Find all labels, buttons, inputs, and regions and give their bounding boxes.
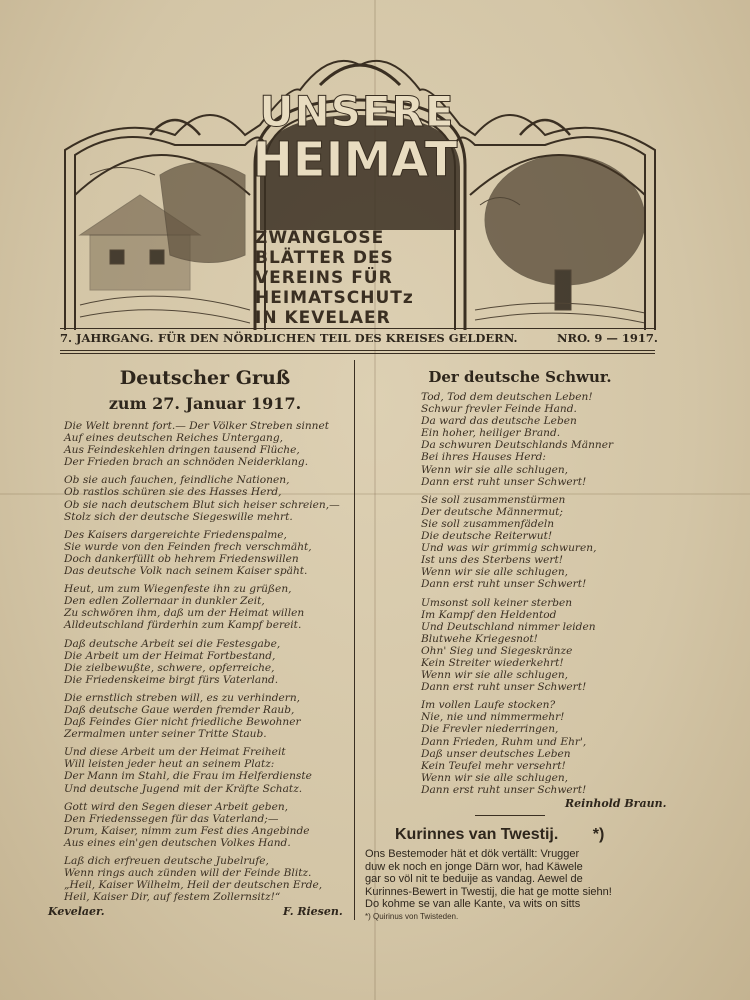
poem-line: Der deutsche Männermut; bbox=[421, 505, 563, 518]
poem-line: Und was wir grimmig schwuren, bbox=[421, 542, 597, 555]
prose-line: Ons Bestemoder hät et dök vertällt: Vrugger bbox=[365, 848, 580, 860]
poem-line: Aus eines ein'gen deutschen Volkes Hand. bbox=[64, 836, 291, 849]
poem-line: Will leisten jeder heut an seinem Platz: bbox=[64, 758, 275, 771]
poem-line: Ob rastlos schüren sie des Hasses Herd, bbox=[64, 486, 282, 499]
kurinnes-title bbox=[395, 826, 645, 844]
poem-line: Ohn' Sieg und Siegeskränze bbox=[421, 644, 573, 657]
left-poem-author: F. Riesen. bbox=[283, 905, 343, 918]
poem-line: „Heil, Kaiser Wilhelm, Heil der deutschen Erde, bbox=[64, 879, 323, 892]
poem-line: Ein hoher, heiliger Brand. bbox=[421, 427, 561, 440]
poem-line: Den Friedenssegen für das Vaterland;— bbox=[64, 812, 279, 825]
masthead-subtitle-line: BLÄTTER DES bbox=[255, 248, 394, 268]
poem-line: Dann erst ruht unser Schwert! bbox=[421, 578, 587, 591]
poem-line: Alldeutschland fürderhin zum Kampf bereit. bbox=[64, 619, 302, 632]
poem-line: Die Frevler niederringen, bbox=[421, 723, 559, 736]
right-poem-body bbox=[421, 391, 661, 796]
poem-line: Ist uns des Sterbens wert! bbox=[421, 554, 563, 567]
poem-line: Und Deutschland nimmer leiden bbox=[421, 620, 596, 633]
kurinnes-footnote-mark: *) bbox=[592, 826, 605, 843]
section-separator bbox=[475, 815, 545, 816]
masthead-subtitle-line: HEIMATSCHUTz bbox=[255, 288, 414, 308]
poem-line: Da schwuren Deutschlands Männer bbox=[421, 439, 614, 452]
poem-line: Aus Feindeskehlen dringen tausend Flüche, bbox=[64, 444, 300, 457]
poem-line: Umsonst soll keiner sterben bbox=[421, 596, 573, 609]
info-year: 7. JAHRGANG. bbox=[60, 331, 154, 345]
poem-line: Das deutsche Volk nach seinem Kaiser späht. bbox=[64, 565, 308, 578]
left-poem-date: zum 27. Januar 1917. bbox=[108, 394, 302, 413]
poem-line: Wenn wir sie alle schlugen, bbox=[421, 566, 569, 579]
right-poem-author: Reinhold Braun. bbox=[565, 797, 667, 810]
poem-line: Sie soll zusammenstürmen bbox=[421, 493, 566, 506]
poem-line: Die Friedenskeime birgt fürs Vaterland. bbox=[64, 673, 279, 686]
poem-line: Der Frieden brach an schnöden Neiderklang. bbox=[64, 456, 309, 469]
kurinnes-title-text: Kurinnes van Twestij. bbox=[395, 826, 559, 843]
poem-line: Nie, nie und nimmermehr! bbox=[421, 711, 565, 724]
poem-line: Wenn wir sie alle schlugen, bbox=[421, 771, 569, 784]
poem-line: Die ernstlich streben will, es zu verhindern, bbox=[64, 691, 301, 704]
poem-line: Laß dich erfreuen deutsche Jubelrufe, bbox=[64, 855, 269, 867]
masthead-subtitle-line: ZWANGLOSE bbox=[255, 228, 385, 248]
poem-line: Daß Feindes Gier nicht friedliche Bewohner bbox=[64, 716, 301, 729]
poem-line: Stolz sich der deutsche Siegeswille mehrt. bbox=[64, 510, 293, 523]
poem-line: Zermalmen unter seiner Tritte Staub. bbox=[64, 728, 267, 741]
poem-line: Wenn rings auch zünden will der Feinde Blitz. bbox=[64, 867, 312, 880]
masthead-title-unsere: UNSERE bbox=[259, 87, 455, 136]
poem-line: Im Kampf den Heldentod bbox=[421, 608, 557, 621]
prose-line: Kurinnes-Bewert in Twestij, die hat ge motte siehn! bbox=[365, 885, 612, 898]
info-issue: NRO. 9 — 1917. bbox=[557, 331, 658, 345]
poem-line: Daß unser deutsches Leben bbox=[421, 747, 571, 760]
poem-line: Dann Frieden, Ruhm und Ehr', bbox=[421, 735, 587, 748]
left-poem-title: Deutscher Gruß bbox=[119, 367, 291, 389]
poem-line: Daß deutsche Arbeit sei die Festesgabe, bbox=[64, 637, 281, 650]
poem-line: Ob sie auch fauchen, feindliche Nationen, bbox=[64, 474, 290, 487]
poem-line: Kein Teufel mehr versehrt! bbox=[421, 759, 566, 772]
poem-line: Gott wird den Segen dieser Arbeit geben, bbox=[64, 800, 289, 813]
poem-line: Schwur frevler Feinde Hand. bbox=[421, 403, 577, 416]
left-poem-body bbox=[64, 420, 349, 903]
info-region: FÜR DEN NÖRDLICHEN TEIL DES KREISES GELDERN. bbox=[158, 331, 518, 345]
poem-line: Des Kaisers dargereichte Friedenspalme, bbox=[64, 528, 287, 541]
info-rule-top bbox=[60, 328, 655, 329]
poem-line: Sie wurde von den Feinden frech verschmäht, bbox=[64, 540, 312, 553]
poem-line: Doch dankerfüllt ob hehrem Friedenswillen bbox=[64, 552, 299, 565]
prose-line: Do kohme se van alle Kante, va wits on sitts bbox=[365, 898, 581, 911]
poem-line: Drum, Kaiser, nimm zum Fest dies Angebinde bbox=[64, 824, 310, 837]
masthead-subtitle-line: IN KEVELAER bbox=[255, 308, 391, 328]
poem-line: Die deutsche Reiterwut! bbox=[421, 530, 553, 543]
poem-line: Die zielbewußte, schwere, opferreiche, bbox=[64, 661, 275, 674]
poem-line: Auf eines deutschen Reiches Untergang, bbox=[64, 432, 283, 445]
poem-line: Und deutsche Jugend mit der Kräfte Schatz. bbox=[64, 782, 303, 795]
masthead-title-heimat: HEIMAT bbox=[252, 132, 458, 188]
poem-line: Wenn wir sie alle schlugen, bbox=[421, 463, 569, 476]
poem-line: Dann erst ruht unser Schwert! bbox=[421, 681, 587, 694]
prose-line: duw ek noch en jonge Därn wor, had Käwele bbox=[365, 860, 583, 873]
poem-line: Der Mann im Stahl, die Frau im Helferdienste bbox=[64, 770, 312, 783]
poem-line: Blutwehe Kriegesnot! bbox=[421, 632, 538, 645]
poem-line: Dann erst ruht unser Schwert! bbox=[421, 783, 587, 796]
poem-line: Die Arbeit um der Heimat Fortbestand, bbox=[64, 649, 276, 662]
kurinnes-text bbox=[365, 848, 657, 911]
column-divider bbox=[354, 360, 355, 920]
poem-line: Im vollen Laufe stocken? bbox=[421, 699, 556, 712]
left-poem-place: Kevelaer. bbox=[48, 905, 105, 918]
poem-line: Ob sie nach deutschem Blut sich heiser schreien,— bbox=[64, 498, 340, 511]
poem-line: Und diese Arbeit um der Heimat Freiheit bbox=[64, 746, 286, 759]
poem-line: Tod, Tod dem deutschen Leben! bbox=[421, 391, 593, 403]
poem-line: Dann erst ruht unser Schwert! bbox=[421, 475, 587, 488]
poem-line: Den edlen Zollernaar in dunkler Zeit, bbox=[64, 595, 265, 608]
poem-line: Daß deutsche Gaue werden fremder Raub, bbox=[64, 703, 295, 716]
prose-line: gar so völ nit te beduije as vandag. Aewel de bbox=[365, 873, 583, 886]
poem-line: Da ward das deutsche Leben bbox=[421, 415, 577, 428]
poem-line: Zu schwören ihm, daß um der Heimat willen bbox=[64, 607, 305, 620]
poem-line: Wenn wir sie alle schlugen, bbox=[421, 669, 569, 682]
masthead-subtitle-line: VEREINS FÜR bbox=[255, 268, 393, 288]
info-rule-bottom-2 bbox=[60, 353, 655, 354]
poem-line: Heil, Kaiser Dir, auf festem Zollernsitz!“ bbox=[64, 891, 281, 904]
poem-line: Heut, um zum Wiegenfeste ihn zu grüßen, bbox=[64, 583, 292, 596]
poem-line: Kein Streiter wiederkehrt! bbox=[421, 656, 564, 669]
info-rule-bottom bbox=[60, 350, 655, 351]
poem-line: Sie soll zusammenfädeln bbox=[421, 517, 555, 530]
poem-line: Die Welt brennt fort.— Der Völker Streben sinnet bbox=[64, 420, 330, 432]
poem-line: Bei ihres Hauses Herd: bbox=[421, 451, 546, 464]
right-poem-title: Der deutsche Schwur. bbox=[428, 368, 612, 386]
kurinnes-footnote: *) Quirinus von Twisteden. bbox=[365, 912, 459, 921]
